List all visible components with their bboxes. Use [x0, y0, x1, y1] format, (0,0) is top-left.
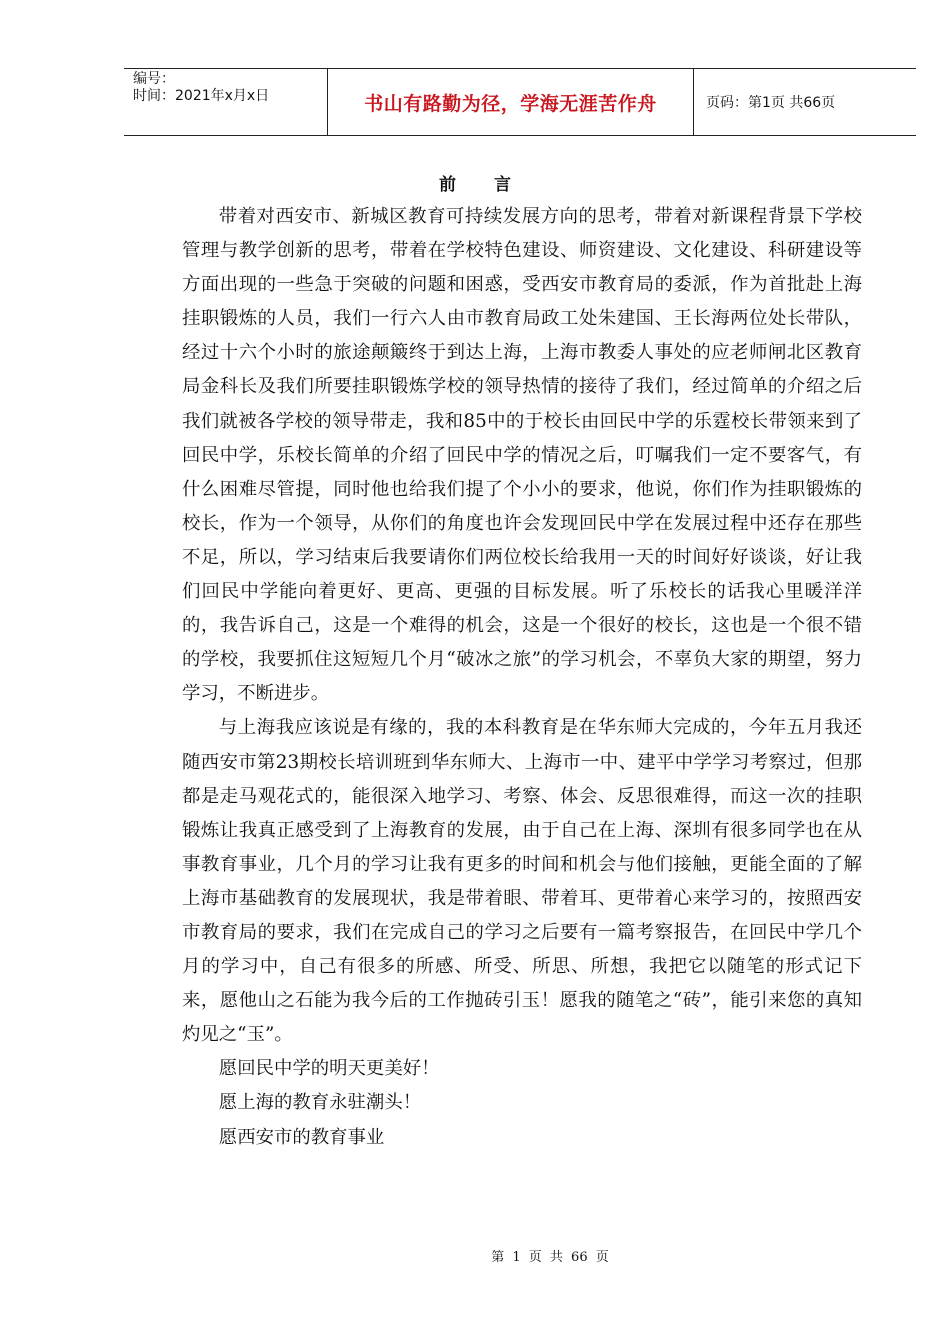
paragraph: 带着对西安市、新城区教育可持续发展方向的思考，带着对新课程背景下学校管理与教学创新的思考，带着在学校特色建设、师资建设、文化建设、科研建设等方面出现的一些急于突破的问题和困惑，受西安市教育局的委派，作为首批赴上海挂职锻炼的人员，我们一行六人由市教育局政工处朱建国、王长海两位处长带队，经过十六个小时的旅途颠簸终于到达上海，上海市教委人事处的应老师闸北区教育局金科长及我们所要挂职锻炼学校的领导热情的接待了我们，经过简单的介绍之后我们就被各学校的领导带走，我和85中的于校长由回民中学的乐霆校长带领来到了回民中学，乐校长简单的介绍了回民中学的情况之后，叮嘱我们一定不要客气，有什么困难尽管提，同时他也给我们提了个小小的要求，他说，你们作为挂职锻炼的校长，作为一个领导，从你们的角度也许会发现回民中学在发展过程中还存在那些不足，所以，学习结束后我要请你们两位校长给我用一天的时间好好谈谈，好让我们回民中学能向着更好、更高、更强的目标发展。听了乐校长的话我心里暖洋洋的，我告诉自己，这是一个难得的机会，这是一个很好的校长，这也是一个很不错的学校，我要抓住这短短几个月“破冰之旅”的学习机会，不辜负大家的期望，努力学习，不断进步。	[182, 206, 862, 705]
header-motto-cell	[327, 69, 694, 135]
header-motto: 书山有路勤为径，学海无涯苦作舟	[364, 92, 657, 115]
paragraph: 与上海我应该说是有缘的，我的本科教育是在华东师大完成的，今年五月我还随西安市第23期校长培训班到华东师大、上海市一中、建平中学学习考察过，但那都是走马观花式的，能很深入地学习、考察、体会、反思很难得，而这一次的挂职锻炼让我真正感受到了上海教育的发展，由于自己在上海、深圳有很多同学也在从事教育事业，几个月的学习让我有更多的时间和机会与他们接触，更能全面的了解上海市基础教育的发展现状，我是带着眼、带着耳、更带着心来学习的，按照西安市教育局的要求，我们在完成自己的学习之后要有一篇考察报告，在回民中学几个月的学习中，自己有很多的所感、所受、所思、所想，我把它以随笔的形式记下来，愿他山之石能为我今后的工作抛砖引玉！愿我的随笔之“砖”，能引来您的真知灼见之“玉”。	[182, 717, 862, 1046]
page-footer: 第 1 页 共 66 页	[491, 1250, 609, 1265]
paragraph: 愿上海的教育永驻潮头！	[218, 1092, 422, 1114]
document-time-label: 时间：2021年x月x日	[133, 88, 270, 104]
header-page-info: 页码：第1页 共66页	[706, 95, 836, 111]
document-title: 前 言	[439, 175, 511, 195]
document-number-label: 编号：	[133, 71, 175, 87]
header-page-cell	[694, 69, 916, 135]
header-meta	[124, 69, 327, 135]
document-body	[182, 200, 862, 1155]
paragraph: 愿西安市的教育事业	[218, 1126, 385, 1148]
page-header	[124, 68, 916, 136]
paragraph: 愿回民中学的明天更美好！	[218, 1058, 440, 1080]
